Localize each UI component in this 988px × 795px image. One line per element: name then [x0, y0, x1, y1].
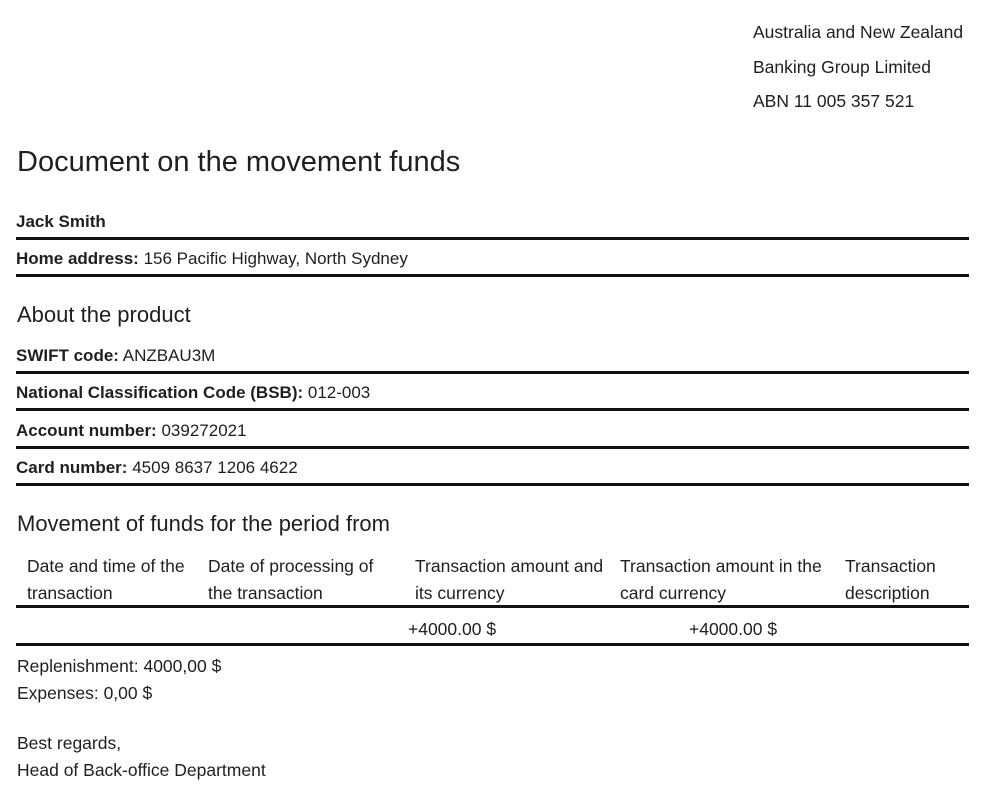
- client-name-row: [16, 203, 969, 240]
- bank-abn: ABN 11 005 357 521: [753, 91, 915, 111]
- account-label: Account number:: [16, 421, 157, 440]
- card-label: Card number:: [16, 458, 128, 477]
- column-header-date-time: Date and time of the transaction: [27, 556, 185, 603]
- table-row-divider: [16, 643, 969, 646]
- bank-name-line-1: Australia and New Zealand: [753, 22, 964, 42]
- closing-signature: Head of Back-office Department: [17, 760, 266, 780]
- swift-value: ANZBAU3M: [122, 346, 216, 365]
- table-cell-card-currency-amount: +4000.00 $: [689, 619, 778, 639]
- column-header-card-currency-amount: Transaction amount in the card currency: [620, 556, 822, 603]
- document-title: Document on the movement funds: [17, 146, 461, 178]
- replenishment-total: Replenishment: 4000,00 $: [17, 656, 222, 676]
- column-header-description: Transaction description: [845, 556, 936, 603]
- home-address-label: Home address:: [16, 249, 139, 268]
- bank-name-line-2: Banking Group Limited: [753, 56, 932, 77]
- product-heading: About the product: [17, 302, 191, 327]
- table-cell-amount-currency: +4000.00 $: [408, 619, 497, 639]
- bsb-value: 012-003: [307, 383, 371, 402]
- column-header-processing-date: Date of processing of the transaction: [208, 556, 374, 603]
- card-row: [16, 449, 969, 486]
- account-row: [16, 412, 969, 449]
- expenses-total: Expenses: 0,00 $: [17, 683, 153, 703]
- swift-label: SWIFT code:: [16, 346, 119, 365]
- swift-row: [16, 337, 969, 374]
- bsb-row: [16, 374, 969, 411]
- card-value: 4509 8637 1206 4622: [132, 458, 298, 477]
- client-name: Jack Smith: [16, 212, 106, 231]
- home-address-row: [16, 240, 969, 277]
- column-header-amount-currency: Transaction amount and its currency: [415, 556, 604, 603]
- movement-heading: Movement of funds for the period from: [17, 511, 390, 536]
- home-address-value: 156 Pacific Highway, North Sydney: [143, 249, 408, 268]
- account-value: 039272021: [161, 421, 247, 440]
- table-header-divider: [16, 605, 969, 608]
- closing-regards: Best regards,: [17, 733, 122, 753]
- bank-address-block: [753, 15, 963, 119]
- bsb-label: National Classification Code (BSB):: [16, 383, 304, 402]
